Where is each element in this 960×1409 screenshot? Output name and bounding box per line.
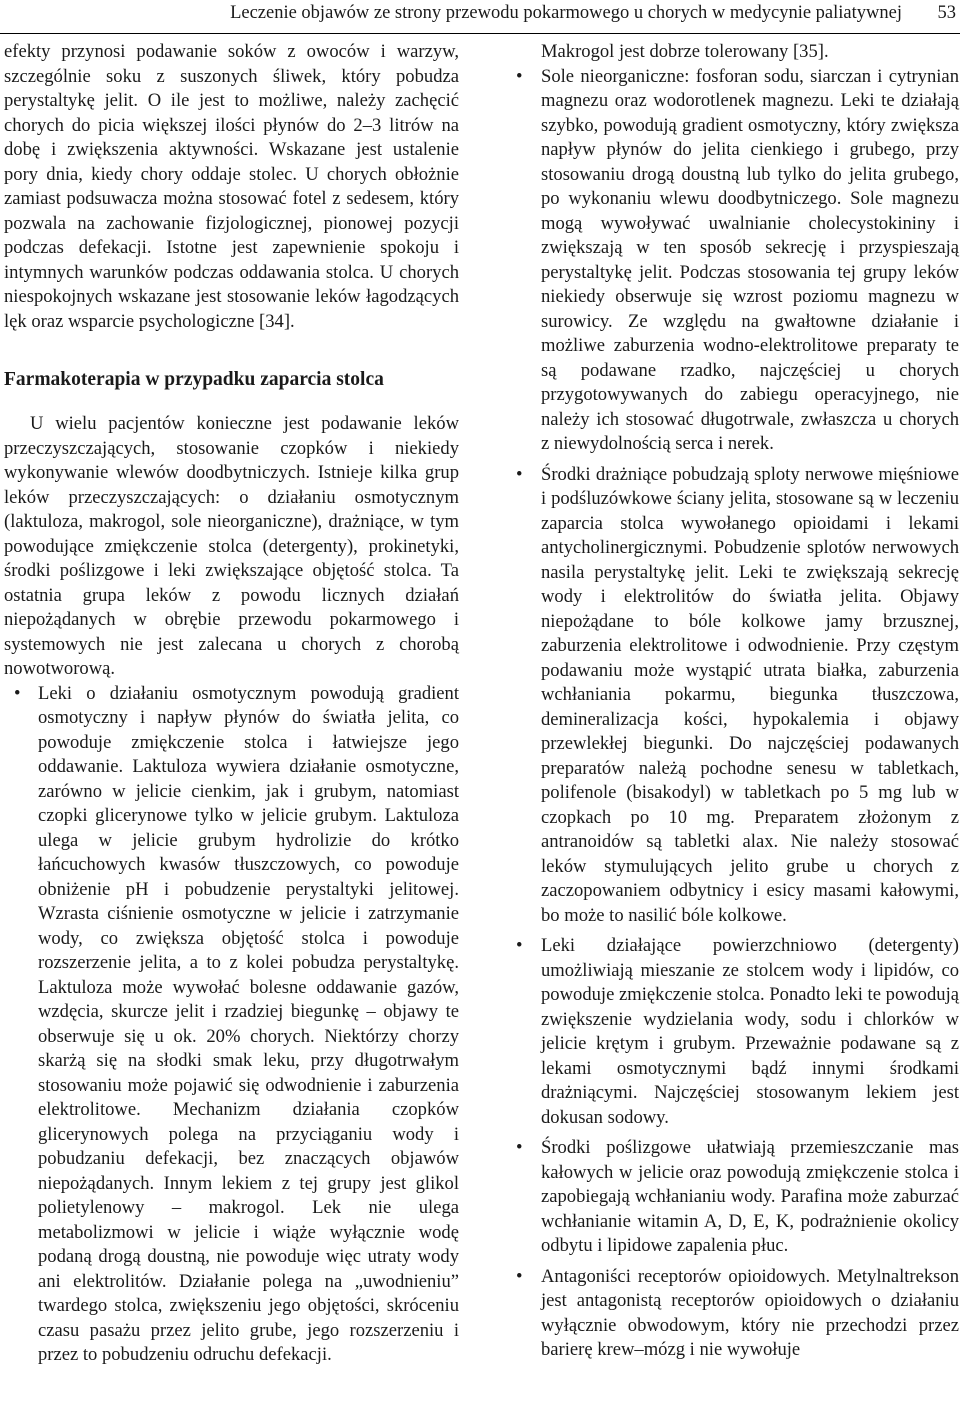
- list-item-lubricants: • Środki poślizgowe ułatwiają przemieszczanie mas kałowych w jelicie oraz powodują zmiękczenie stolca i zapobiegają wchłanianiu wody. Parafina może zaburzać wchłanianie witamin A, D, E, K, podrażnienie okolicy odbytu i lipidowe zapalenia płuc.: [541, 1136, 959, 1259]
- page-number: 53: [937, 3, 956, 23]
- intro-paragraph: efekty przynosi podawanie soków z owoców i warzyw, szczególnie soku z suszonych śliwek, który pobudza perystaltykę jelit. O ile jest to możliwe, należy zachęcić chorych do picia większej ilości płynów do 2–3 litrów na dobę i zwiększenia aktywności. Wskazane jest ustalenie pory dnia, kiedy chory oddaje stolec. U chorych obłożnie zamiast podsuwacza można stosować fotel z sedesem, który pozwala na zachowanie fizjologicznej, pionowej pozycji podczas defekacji. Istotne jest zapewnienie spokoju i intymnych warunków podczas oddawania stolca. U chorych niespokojnych wskazane jest stosowanie leków łagodzących lęk oraz wsparcie psychologiczne [34].: [4, 41, 459, 332]
- list-item-irritants: • Środki drażniące pobudzają sploty nerwowe mięśniowe i podśluzówkowe ściany jelita, stosowane są w leczeniu zaparcia stolca wywołanego opioidami i lekami antycholinergicznymi. Pobudzenie splotów nerwowych nasila perystaltykę jelit. Leki te zwiększają sekrecję wody i elektrolitów do światła jelita. Objawy niepożądane to bóle kolkowe jamy brzusznej, zaburzenia elektrolitowe i odwodnienie. Przy częstym podawaniu może wystąpić utrata białka, zaburzenia wchłaniania pokarmu, biegunka tłuszczowa, demineralizacja kości, hypokalemia i objawy przewlekłej biegunki. Do najczęściej podawanych preparatów należą pochodne senesu w tabletkach, polifenole (bisakodyl) w tabletkach po 5 mg lub w czopkach po 10 mg. Preparatem złożonym z antranoidów są tabletki alax. Nie należy stosować leków stymulujących jelito grube u chorych z zaczopowaniem odbytnicy i esicy masami kałowymi, bo może to nasilić bóle kolkowe.: [541, 463, 959, 929]
- list-item-antagonists: • Antagoniści receptorów opioidowych. Metylnaltrekson jest antagonistą receptorów opioidowych o działaniu wyłącznie obwodowym, który nie przechodzi przez barierę krew–mózg i nie wywołuje: [541, 1265, 959, 1363]
- left-column: [4, 40, 459, 1368]
- drug-list-left: [4, 682, 459, 1368]
- section-paragraph: U wielu pacjentów konieczne jest podawanie leków przeczyszczających, stosowanie czopków i niekiedy wykonywanie wlewów doodbytniczych. Istnieje kilka grup leków przeczyszczających: o działaniu osmotycznym (laktuloza, makrogol, sole nieorganiczne), drażniące, w tym powodujące zmiękczenie stolca (detergenty), prokinetyki, środki poślizgowe i leki zwiększające objętość stolca. Ta ostatnia grupa leków z powodu licznych działań niepożądanych w obrębie przewodu pokarmowego i systemowych nie jest zalecana u chorych z chorobą nowotworową.: [4, 413, 459, 679]
- section-heading: Farmakoterapia w przypadku zaparcia stolca: [4, 369, 384, 390]
- drug-list-right: [541, 65, 959, 1363]
- running-title: Leczenie objawów ze strony przewodu pokarmowego u chorych w medycynie paliatywnej: [230, 3, 902, 23]
- list-item-detergents: • Leki działające powierzchniowo (detergenty) umożliwiają mieszanie ze stolcem wody i lipidów, co powoduje zmiękczenie stolca. Ponadto leki te powodują zwiększenie wydzielania wody, sodu i chlorków w jelicie krętym i grubym. Przeważnie podawane są z lekami osmotycznymi bądź innymi środkami drażniącymi. Najczęściej stosowanym lekiem jest dokusan sodowy.: [541, 934, 959, 1130]
- running-header: [0, 0, 960, 34]
- continuation-text: Makrogol jest dobrze tolerowany [35].: [541, 41, 829, 62]
- list-item-salts: • Sole nieorganiczne: fosforan sodu, siarczan i cytrynian magnezu oraz wodorotlenek magnezu. Leki te działają szybko, powodują gradient osmotyczny, który zwiększa napływ płynów do jelita cienkiego i grubego, przy stosowaniu drogą doustną lub tylko do jelita grubego, po wykonaniu wlewu doodbytniczego. Sole magnezu mogą wywoływać uwalnianie cholecystokininy i zwiększają w ten sposób sekrecję i przyspieszają perystaltykę jelit. Podczas stosowania tej grupy leków niekiedy obserwuje się wzrost poziomu magnezu w surowicy. Ze względu na gwałtowne działanie i możliwe zaburzenia wodno-elektrolitowe preparaty te są podawane rzadko, najczęściej u chorych przygotowywanych do zabiegu operacyjnego, nie należy ich stosować długotrwale, zwłaszcza u chorych z niewydolnością serca i nerek.: [541, 65, 959, 457]
- right-column: [541, 40, 959, 1363]
- list-item-osmotic: • Leki o działaniu osmotycznym powodują gradient osmotyczny i napływ płynów do światła jelita, co powoduje zmiękczenie stolca i łatwiejsze jego oddawanie. Laktuloza wywiera działanie osmotyczne, zarówno w jelicie cienkim, jak i grubym, natomiast czopki glicerynowe tylko w jelicie grubym. Laktuloza ulega w jelicie grubym hydrolizie do krótko łańcuchowych kwasów tłuszczowych, co powoduje obniżenie pH i pobudzenie perystaltyki jelitowej. Wzrasta ciśnienie osmotyczne w jelicie i zatrzymanie wody, co zwiększa objętość stolca i powoduje rozszerzenie jelita, a to z kolei pobudza perystaltykę. Laktuloza może wywołać bolesne oddawanie gazów, wzdęcia, skurcze jelit i rzadziej biegunkę – objawy te obserwuje się u ok. 20% chorych. Niektórzy chorzy skarżą się na słodki smak leku, przy długotrwałym stosowaniu może pojawić się odwodnienie i zaburzenia elektrolitowe. Mechanizm działania czopków glicerynowych polega na przyciąganiu wody i pobudzaniu defekacji, bez znaczących objawów niepożądanych. Innym lekiem z tej grupy jest glikol polietylenowy – makrogol. Lek nie ulega metabolizmowi w jelicie i wiąże wyłącznie wodę podaną drogą doustną, nie powoduje więc utraty wody ani elektrolitów. Działanie polega na „uwodnieniu” twardego stolca, zwiększeniu jego objętości, skróceniu czasu pasażu przez jelito grube, jego rozszerzeniu i przez to pobudzeniu odruchu defekacji.: [4, 682, 459, 1368]
